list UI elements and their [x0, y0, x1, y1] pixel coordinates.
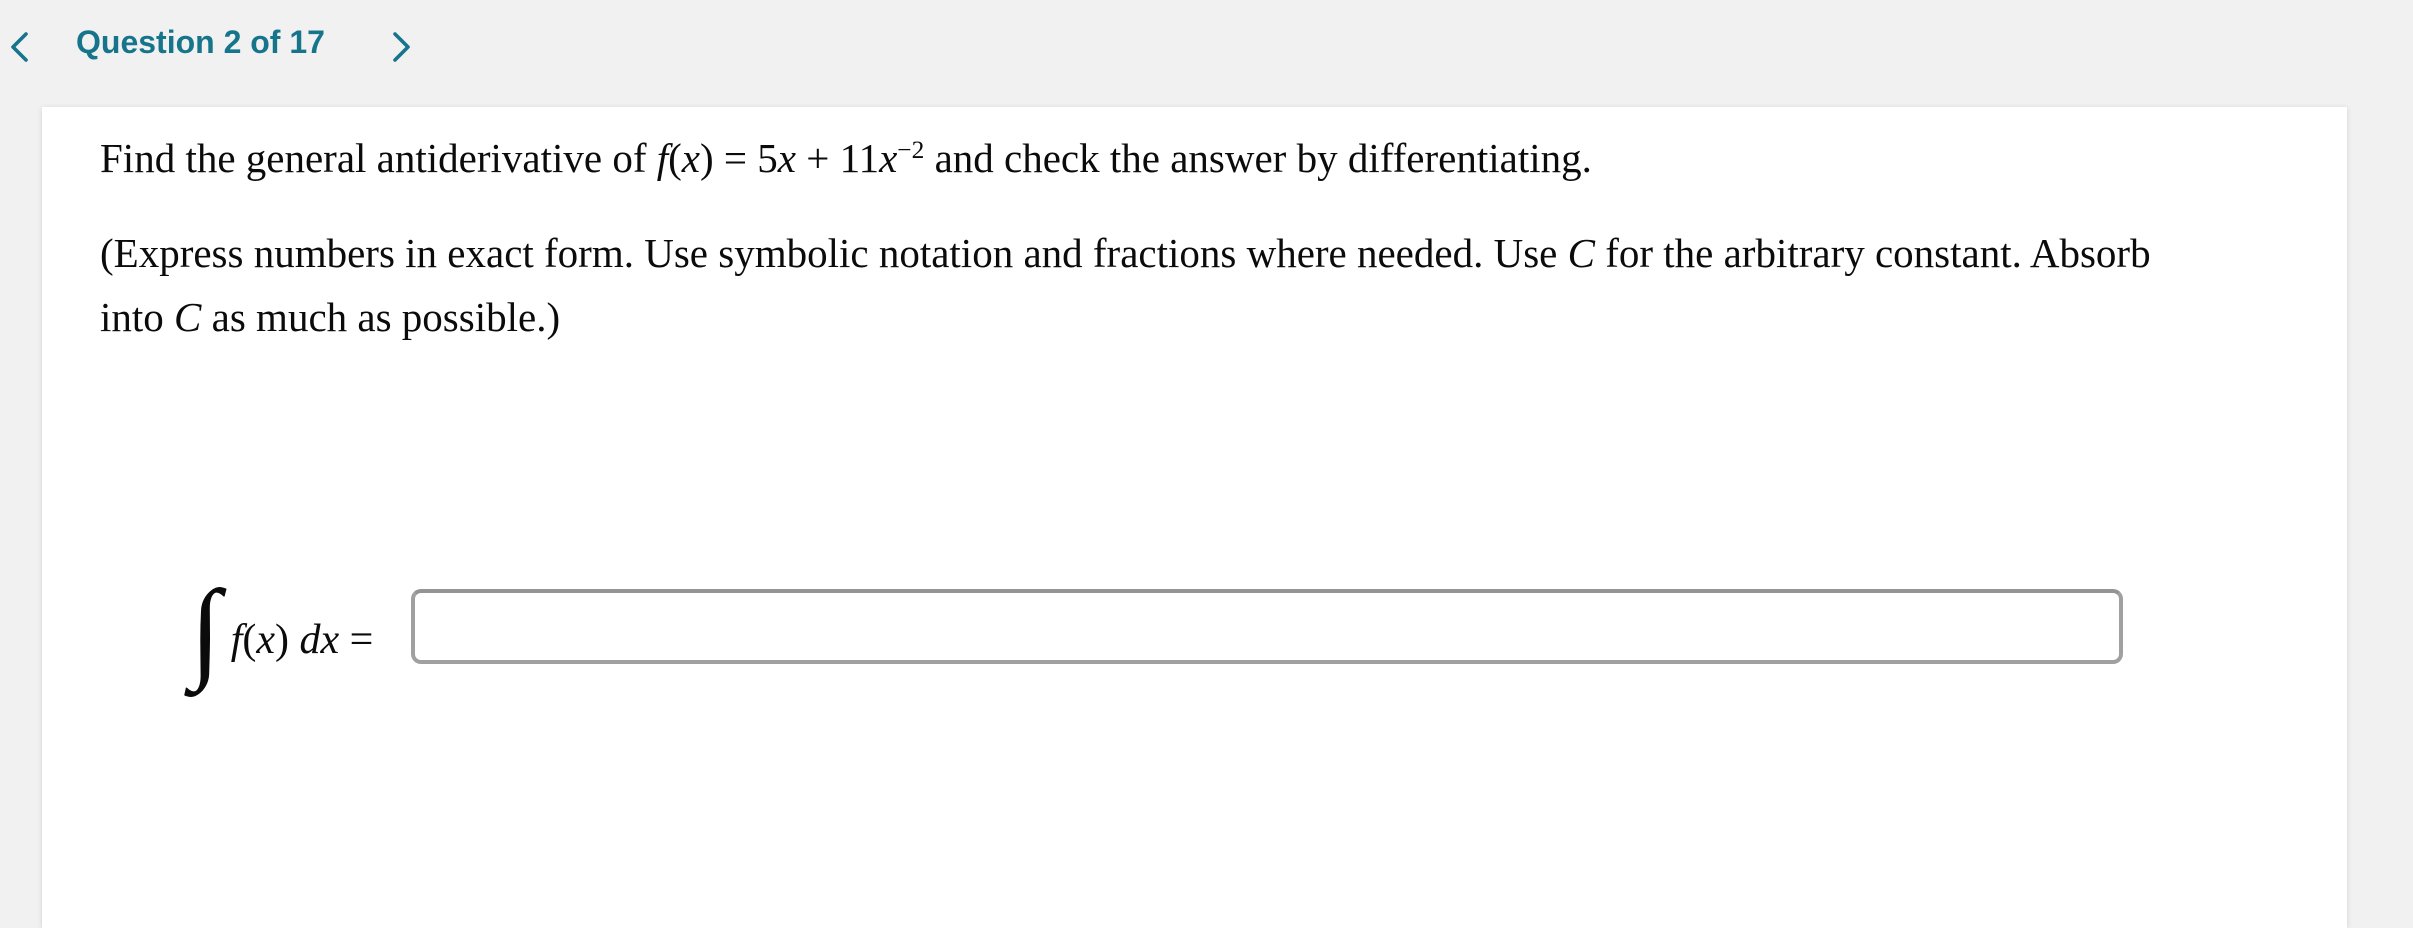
problem-statement: Find the general antiderivative of $f(x) = 5x + 11x^{-2}$ and check the answer by differentiating. [100, 135, 1592, 181]
problem-instructions [100, 221, 2320, 349]
instructions-line-2: into C as much as possible.) [100, 294, 561, 340]
chevron-right-icon [390, 30, 412, 67]
integral-expression: f(x) dx = [230, 617, 374, 663]
instructions-line-1: (Express numbers in exact form. Use symbolic notation and fractions where needed. Use C for the arbitrary constant. Absorb [100, 230, 2151, 276]
problem-panel [42, 107, 2347, 928]
antiderivative-answer-input[interactable] [411, 589, 2123, 664]
question-counter: Question 2 of 17 [76, 24, 325, 60]
question-nav-bar [0, 0, 2413, 107]
chevron-left-icon [8, 30, 30, 67]
integral-symbol: ∫ [190, 568, 221, 692]
answer-row [190, 569, 2123, 699]
previous-question-button[interactable] [2, 28, 36, 68]
next-question-button[interactable] [384, 28, 418, 68]
